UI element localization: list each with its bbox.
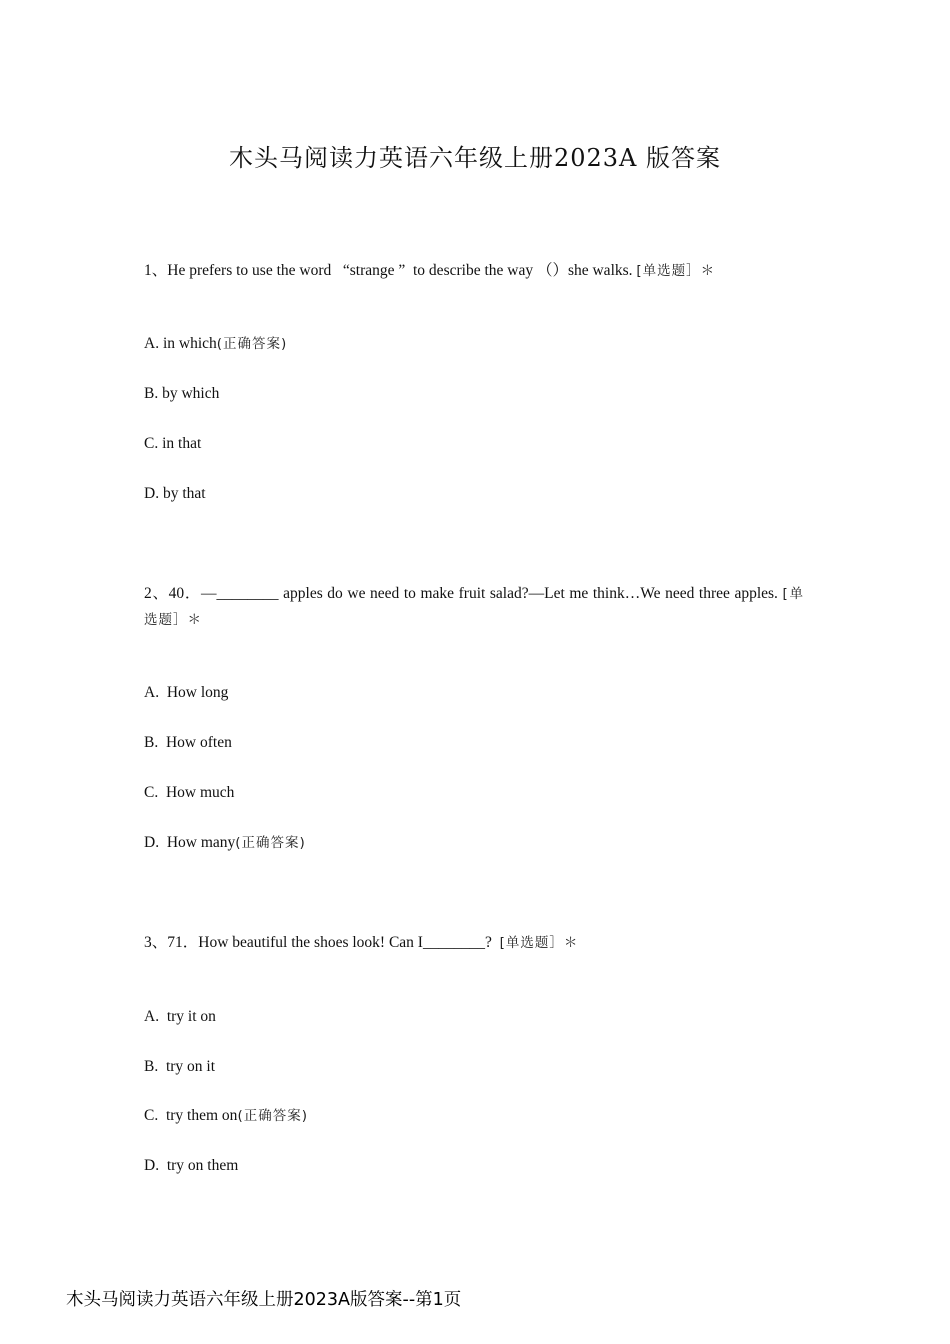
correct-answer-mark: (正确答案) bbox=[216, 336, 288, 352]
option-1b bbox=[144, 384, 219, 404]
option-text: A. How long bbox=[144, 684, 229, 701]
option-2c bbox=[144, 783, 234, 803]
option-text: A. try it on bbox=[144, 1008, 216, 1025]
option-text: B. try on it bbox=[144, 1058, 216, 1075]
page-footer: 木头马阅读力英语六年级上册2023A版答案--第1页 bbox=[66, 1290, 462, 1310]
option-text: D. How many bbox=[144, 834, 236, 851]
option-1c bbox=[144, 434, 201, 454]
question-type-tag: [单选题］＊ bbox=[636, 263, 716, 279]
option-3c bbox=[144, 1106, 308, 1126]
option-3a bbox=[144, 1007, 216, 1027]
question-type-tag: [单选题］＊ bbox=[499, 935, 579, 951]
option-2b bbox=[144, 733, 232, 753]
option-3d bbox=[144, 1156, 238, 1176]
document-title: 木头马阅读力英语六年级上册2023A 版答案 bbox=[228, 144, 722, 172]
question-3 bbox=[144, 930, 804, 956]
option-text: B. How often bbox=[144, 734, 232, 751]
option-text: C. How much bbox=[144, 784, 235, 801]
option-text: C. try them on bbox=[144, 1107, 238, 1124]
question-2 bbox=[144, 581, 804, 633]
option-text: D. try on them bbox=[144, 1157, 239, 1174]
option-1d bbox=[144, 484, 206, 504]
option-text: A. in which bbox=[144, 335, 217, 352]
question-stem: 3、71．How beautiful the shoes look! Can I________? bbox=[144, 934, 500, 951]
option-text: D. by that bbox=[144, 485, 206, 502]
option-3b bbox=[144, 1057, 215, 1077]
question-1 bbox=[144, 258, 804, 284]
option-2d bbox=[144, 833, 306, 853]
question-stem: 2、40．—________ apples do we need to make fruit salad?—Let me think…We need three apples. bbox=[144, 585, 783, 602]
correct-answer-mark: (正确答案) bbox=[235, 835, 306, 851]
question-stem: 1、He prefers to use the word “strange ” to describe the way （）she walks. bbox=[144, 262, 637, 279]
correct-answer-mark: (正确答案) bbox=[237, 1108, 308, 1124]
option-2a bbox=[144, 683, 228, 703]
option-1a bbox=[144, 334, 287, 354]
option-text: C. in that bbox=[144, 435, 202, 452]
option-text: B. by which bbox=[144, 385, 220, 402]
question-type-tag: [单选题］＊ bbox=[144, 586, 804, 628]
